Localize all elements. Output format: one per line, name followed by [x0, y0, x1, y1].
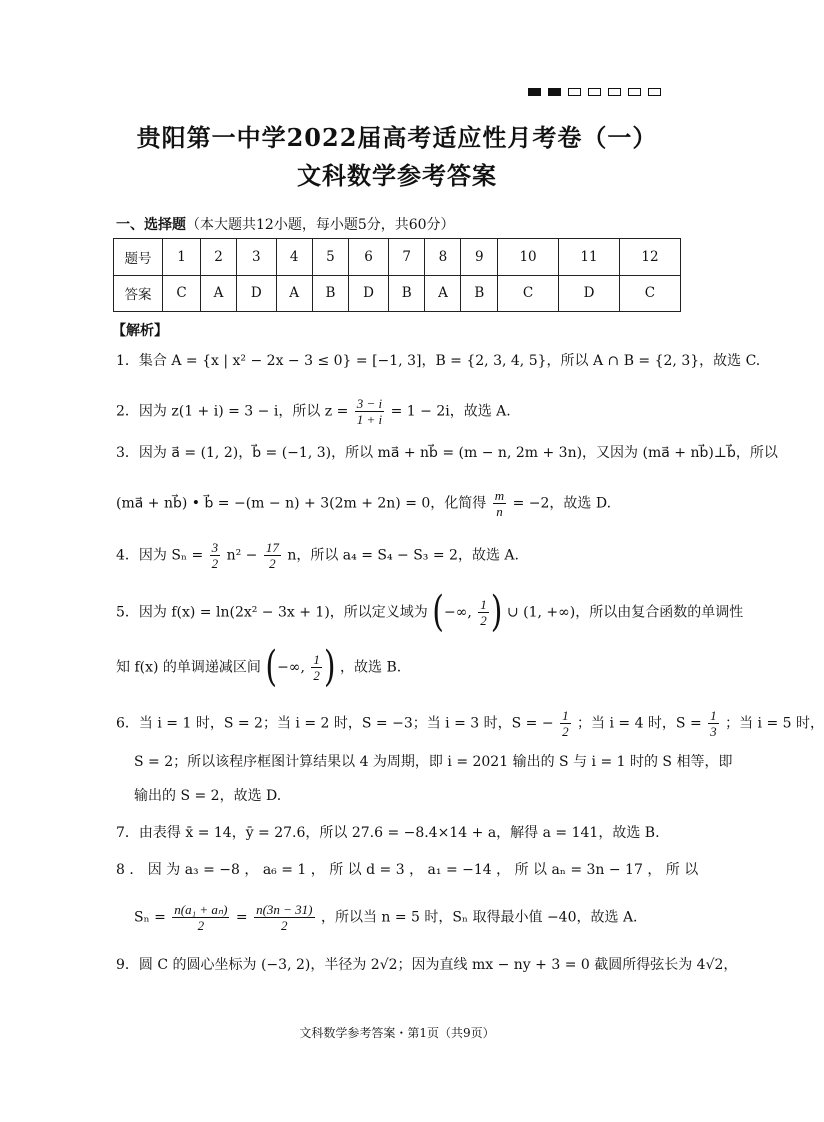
solution-line: 输出的 S = 2，故选 D.: [134, 788, 282, 804]
table-cell: 7: [388, 239, 425, 276]
table-cell: D: [237, 275, 277, 312]
fraction: $\frac{1}{3}$: [710, 708, 717, 739]
table-cell: 12: [619, 239, 680, 276]
analysis-heading: 【解析】: [112, 323, 168, 339]
solution-line: S = 2；所以该程序框图计算结果以 4 为周期，即 i = 2021 输出的 S 与 i = 1 时的 S 相等，即: [134, 754, 733, 770]
fraction: $\frac{1}{2}$: [313, 652, 320, 683]
fraction: $\frac{17}{2}$: [265, 540, 279, 571]
fraction: $\frac{3}{2}$: [211, 540, 219, 571]
table-cell: A: [425, 275, 461, 312]
table-cell: B: [461, 275, 498, 312]
marker-empty: [608, 88, 621, 96]
table-row: [114, 275, 681, 312]
table-cell: 1: [163, 239, 201, 276]
solution-line: 4．因为 Sₙ = $\frac{3}{2}$ n² − $\frac{17}{2}$ n，所以 a₄ = S₄ − S₃ = 2，故选 A.: [116, 540, 519, 571]
marker-filled: [528, 88, 541, 96]
fraction: $\frac{m}{n}$: [494, 488, 505, 519]
solution-line: 7．由表得 x̄ = 14，ȳ = 27.6，所以 27.6 = −8.4×14 + a，解得 a = 141，故选 B.: [116, 825, 660, 841]
page-subtitle: 文科数学参考答案: [297, 161, 497, 190]
marker-empty: [628, 88, 641, 96]
solution-line: 1．集合 A = {x | x² − 2x − 3 ≤ 0} = [−1, 3]，B = {2, 3, 4, 5}，所以 A ∩ B = {2, 3}，故选 C.: [116, 353, 761, 369]
marker-empty: [648, 88, 661, 96]
solution-line: Sₙ = $\frac{\text{n(a₁ + aₙ)}}{2}$ = $\frac{n(3n - 31)}{2}$ ，所以当 n = 5 时，Sₙ 取得最小值 −40，故选 A.: [134, 902, 638, 933]
table-cell: 8: [425, 239, 461, 276]
solution-line: 2．因为 z(1 + i) = 3 − i，所以 z = $\frac{3 - i}{1 + i}$ = 1 − 2i，故选 A.: [116, 396, 511, 427]
table-cell: 2: [201, 239, 237, 276]
marker-empty: [568, 88, 581, 96]
marker-empty: [588, 88, 601, 96]
fraction: $\frac{1}{2}$: [480, 597, 487, 628]
page-footer: 文科数学参考答案・第1页（共9页）: [299, 1026, 495, 1040]
table-cell: 5: [312, 239, 349, 276]
table-cell: C: [163, 275, 201, 312]
table-row: [114, 239, 681, 276]
page-marker: [528, 88, 661, 96]
table-cell: A: [276, 275, 312, 312]
fraction: $\frac{1}{2}$: [562, 708, 569, 739]
solution-line: 3．因为 a⃗ = (1, 2)，b⃗ = (−1, 3)，所以 ma⃗ + nb⃗ = (m − n, 2m + 3n)，又因为 (ma⃗ + nb⃗)⊥b⃗，所以: [116, 445, 778, 461]
solution-line: 6．当 i = 1 时，S = 2；当 i = 2 时，S = −3；当 i = 3 时，S = − $\frac{1}{2}$ ；当 i = 4 时，S = $\frac{1}{3}$ ；当 i = 5 时，: [116, 708, 824, 739]
solution-line: 知 f(x) 的单调递减区间 (−∞, $\frac{1}{2}$ ) ，故选 B.: [116, 642, 402, 692]
section-heading: 一、选择题（本大题共12小题，每小题5分，共60分）: [116, 217, 455, 233]
table-cell: 9: [461, 239, 498, 276]
fraction: $\frac{3 - i}{1 + i}$: [356, 396, 383, 427]
marker-filled: [548, 88, 561, 96]
table-cell: 4: [276, 239, 312, 276]
table-cell: 11: [559, 239, 620, 276]
table-cell: D: [349, 275, 389, 312]
solution-line: (ma⃗ + nb⃗) • b⃗ = −(m − n) + 3(2m + 2n) = 0，化简得 $\frac{m}{n}$ = −2，故选 D.: [116, 488, 612, 519]
table-cell: 3: [237, 239, 277, 276]
answer-table: [113, 238, 681, 312]
table-cell: C: [498, 275, 559, 312]
table-cell: 10: [498, 239, 559, 276]
table-cell: B: [388, 275, 425, 312]
page-title: 贵阳第一中学2022届高考适应性月考卷（一）: [136, 123, 658, 152]
solution-line: 5．因为 f(x) = ln(2x² − 3x + 1)，所以定义域为 (−∞, $\frac{1}{2}$ ) ∪ (1, +∞)，所以由复合函数的单调性: [116, 587, 744, 637]
solution-line: 8 ． 因 为 a₃ = −8 ， a₆ = 1 ， 所 以 d = 3 ， a₁ = −14 ， 所 以 aₙ = 3n − 17 ， 所 以: [116, 862, 699, 878]
table-cell: 6: [349, 239, 389, 276]
row-label: 题号: [114, 239, 163, 276]
fraction: $\frac{\text{n(a₁ + aₙ)}}{2}$: [174, 902, 228, 933]
row-label: 答案: [114, 275, 163, 312]
table-cell: A: [201, 275, 237, 312]
table-cell: C: [619, 275, 680, 312]
table-cell: D: [559, 275, 620, 312]
fraction: $\frac{n(3n - 31)}{2}$: [256, 902, 313, 933]
solution-line: 9．圆 C 的圆心坐标为 (−3, 2)，半径为 2√2；因为直线 mx − ny + 3 = 0 截圆所得弦长为 4√2，: [116, 957, 738, 973]
table-cell: B: [312, 275, 349, 312]
